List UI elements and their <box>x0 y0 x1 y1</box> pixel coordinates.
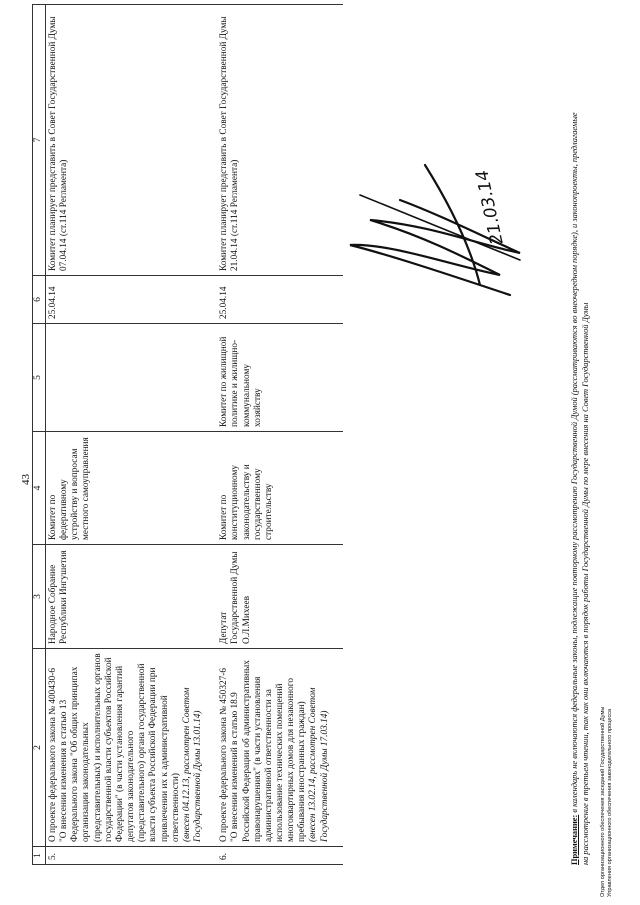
bill-cell <box>216 649 343 847</box>
date-cell: 25.04.14 <box>46 276 217 324</box>
legislation-calendar-table <box>32 4 343 865</box>
co-executor-cell: Комитет по жилищной политике и жилищно-коммунальному хозяйству <box>216 324 343 432</box>
col-header-1: 1 <box>33 847 46 865</box>
initiator-cell: Народное Собрание Республики Ингушетия <box>46 545 217 649</box>
table-row <box>46 5 217 865</box>
bill-introduced: (внесен 13.02.14, рассмотрен Советом Государственной Думы 17.03.14) <box>308 687 330 842</box>
col-header-4: 4 <box>33 432 46 545</box>
row-number: 6. <box>216 847 343 865</box>
table-row <box>216 5 343 865</box>
bill-title: О проекте федерального закона № 400430-6 <box>48 667 58 842</box>
note <box>570 105 591 865</box>
bill-description: "О внесении изменения в статью 13 Федерального закона "Об общих принципах организации законодательных (представительных) и исполнительных органов государственной власти субъектов Российской Федерации" (в части установления гарантий депутатов законодательного (представительного) органа государственной власти субъекта Российской Федерации при привлечении их к административной ответственности) <box>59 653 181 842</box>
date-cell: 25.04.14 <box>216 276 343 324</box>
bill-cell <box>46 649 217 847</box>
bill-introduced: (внесен 04.12.13, рассмотрен Советом Государственной Думы 13.01.14) <box>181 687 204 842</box>
note-label: Примечание: <box>570 814 579 865</box>
page-number: 43 <box>20 474 32 485</box>
col-header-5: 5 <box>33 324 46 432</box>
col-header-6: 6 <box>33 276 46 324</box>
bill-description: "О внесении изменений в статью 18.9 Российской Федерации об административных правонарушениях" (в части установления административной ответственности за использование технических помещений многоквартирных домов для незаконного пребывания иностранных граждан) <box>230 660 308 842</box>
footer-line-1: Отдел организационного обеспечения заседаний Государственной Думы <box>600 706 606 897</box>
row-number: 5. <box>46 847 217 865</box>
footer <box>600 497 615 897</box>
plan-cell: Комитет планирует представить в Совет Государственной Думы 07.04.14 (ст.114 Регламента) <box>46 5 217 276</box>
plan-cell: Комитет планирует представить в Совет Государственной Думы 21.04.14 (ст.114 Регламента) <box>216 5 343 276</box>
col-header-7: 7 <box>33 5 46 276</box>
initiator-cell: Депутат Государственной Думы О.Л.Михеев <box>216 545 343 649</box>
signature-date: 21.03.14 <box>472 168 508 247</box>
bill-title: О проекте федерального закона № 450327-6 <box>219 667 230 842</box>
committee-cell: Комитет по конституционному законодательству и государственному строительству <box>216 432 343 545</box>
co-executor-cell <box>46 324 217 432</box>
note-text: в календарь не включаются федеральные законы, подлежащие повторному рассмотрению Государственной Думой (рассматриваются во внеочередном порядке), и законопроекты, предлагаемые на рассмотрение в третьем чтении, так как они включаются в порядок работы Государственной Думы по мере внесения на Совет Государственной Думы <box>570 112 590 865</box>
committee-cell: Комитет по федеративному устройству и вопросам местного самоуправления <box>46 432 217 545</box>
header-row <box>33 5 46 865</box>
footer-line-2: Управления организационного обеспечения законодательного процесса <box>607 708 614 897</box>
col-header-2: 2 <box>33 649 46 847</box>
col-header-3: 3 <box>33 545 46 649</box>
